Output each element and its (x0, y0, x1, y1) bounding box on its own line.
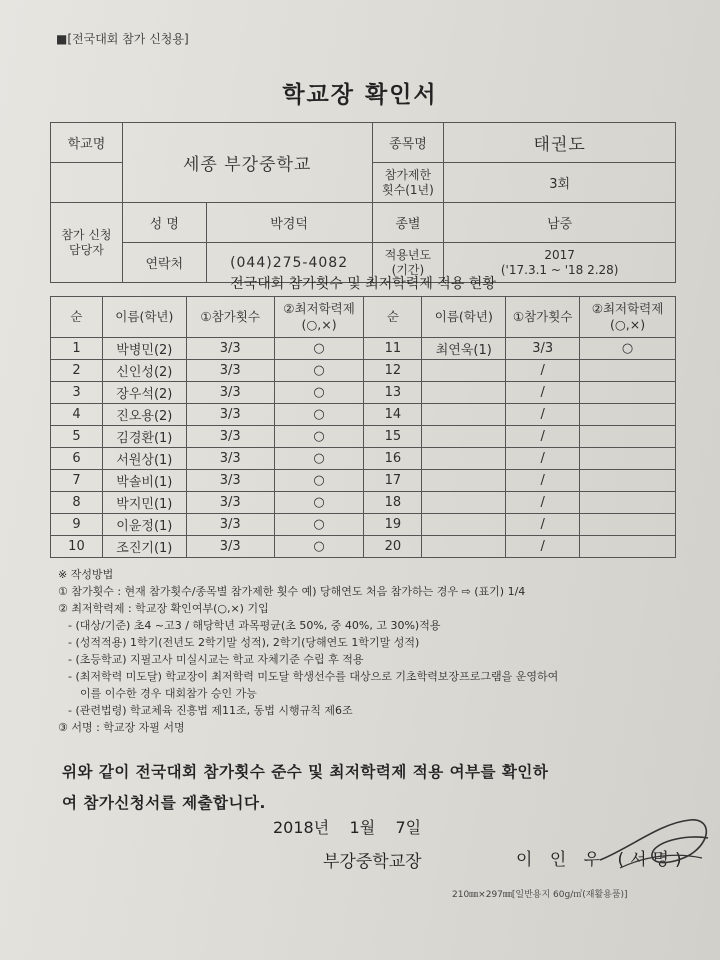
cell-min: ○ (274, 426, 364, 448)
cell-no: 10 (51, 536, 103, 558)
contact-label: 연락처 (122, 243, 206, 283)
table-row (51, 492, 676, 514)
cell-no-2: 12 (364, 360, 422, 382)
cell-no: 5 (51, 426, 103, 448)
note-sub-4: - (최저학력 미도달) 학교장이 최저학력 미도달 학생선수를 대상으로 기초학력보장프로그램을 운영하여 (68, 670, 559, 683)
cell-no-2: 20 (364, 536, 422, 558)
name-value: 박경덕 (206, 203, 372, 243)
cell-no-2: 18 (364, 492, 422, 514)
cell-min-2 (580, 360, 676, 382)
cell-name-2 (422, 536, 506, 558)
table-row (51, 338, 676, 360)
year-label: 적용년도 (기간) (372, 243, 444, 283)
cell-min-2 (580, 514, 676, 536)
cell-count: 3/3 (186, 426, 274, 448)
note-sub-5: - (관련법령) 학교체육 진흥법 제11조, 동법 시행규칙 제6조 (68, 704, 353, 717)
cell-no: 7 (51, 470, 103, 492)
division-label: 종별 (372, 203, 444, 243)
cell-count-2: / (506, 360, 580, 382)
cell-no: 6 (51, 448, 103, 470)
date: 2018년 1월 7일 (273, 818, 422, 837)
cell-no-2: 17 (364, 470, 422, 492)
event-label: 종목명 (372, 123, 444, 163)
cell-count-2: 3/3 (506, 338, 580, 360)
cell-count-2: / (506, 492, 580, 514)
table-row (51, 514, 676, 536)
table-row (51, 536, 676, 558)
cell-name: 조진기(1) (102, 536, 186, 558)
cell-count-2: / (506, 426, 580, 448)
cell-count-2: / (506, 470, 580, 492)
cell-no-2: 16 (364, 448, 422, 470)
cell-count-2: / (506, 536, 580, 558)
cell-no: 2 (51, 360, 103, 382)
table-row (51, 448, 676, 470)
cell-min: ○ (274, 404, 364, 426)
table-row (51, 360, 676, 382)
principal-name: 이 인 우 (서명) (516, 850, 688, 870)
cell-min: ○ (274, 492, 364, 514)
note-sub-2: - (성적적용) 1학기(전년도 2학기말 성적), 2학기(당해연도 1학기말 성적) (68, 636, 420, 649)
cell-count: 3/3 (186, 470, 274, 492)
cell-count: 3/3 (186, 382, 274, 404)
cell-name: 장우석(2) (102, 382, 186, 404)
cell-count: 3/3 (186, 338, 274, 360)
cell-min: ○ (274, 536, 364, 558)
notes (58, 566, 558, 736)
manager-label: 참가 신청 담당자 (51, 203, 123, 283)
cell-count: 3/3 (186, 536, 274, 558)
notes-heading: ※ 작성방법 (58, 568, 114, 581)
header-min-2: ②최저학력제 (○,×) (580, 297, 676, 338)
school-name: 세종 부강중학교 (122, 123, 372, 203)
cell-name-2 (422, 404, 506, 426)
cell-name: 이윤정(1) (102, 514, 186, 536)
cell-min: ○ (274, 382, 364, 404)
cell-count-2: / (506, 404, 580, 426)
cell-min-2 (580, 426, 676, 448)
cell-count-2: / (506, 382, 580, 404)
cell-min: ○ (274, 360, 364, 382)
cell-min-2 (580, 470, 676, 492)
cell-min-2 (580, 492, 676, 514)
school-label-blank (51, 163, 123, 203)
cell-count-2: / (506, 514, 580, 536)
note-sub-4-cont: 이를 이수한 경우 대회참가 승인 가능 (80, 687, 257, 700)
cell-min: ○ (274, 448, 364, 470)
header-no: 순 (51, 297, 103, 338)
confirmation-statement: 위와 같이 전국대회 참가횟수 준수 및 최저학력제 적용 여부를 확인하 여 참가신청서를 제출합니다. (62, 763, 549, 812)
cell-count: 3/3 (186, 492, 274, 514)
cell-min-2: ○ (580, 338, 676, 360)
cell-no: 1 (51, 338, 103, 360)
cell-name: 진오용(2) (102, 404, 186, 426)
cell-name-2 (422, 382, 506, 404)
header-name-2: 이름(학년) (422, 297, 506, 338)
limit-label: 참가제한 횟수(1년) (372, 163, 444, 203)
header-count-2: ①참가횟수 (506, 297, 580, 338)
table-row (51, 426, 676, 448)
principal-title: 부강중학교장 (323, 852, 422, 872)
year-value: 2017 ('17.3.1 ~ '18 2.28) (444, 243, 676, 283)
cell-no-2: 19 (364, 514, 422, 536)
cell-no: 3 (51, 382, 103, 404)
signature-scribble (590, 808, 720, 878)
division-value: 남중 (444, 203, 676, 243)
contact-value: (044)275-4082 (206, 243, 372, 283)
note-item-2: ② 최저학력제 : 학교장 확인여부(○,×) 기입 (58, 602, 269, 615)
limit-value: 3회 (444, 163, 676, 203)
footer-paper-spec: 210㎜×297㎜[일반용지 60g/㎡(재활용품)] (452, 890, 628, 900)
cell-min-2 (580, 448, 676, 470)
table-row (51, 404, 676, 426)
cell-name-2 (422, 470, 506, 492)
table-header-row (51, 297, 676, 338)
cell-count: 3/3 (186, 404, 274, 426)
header-name: 이름(학년) (102, 297, 186, 338)
note-item-1: ① 참가횟수 : 현재 참가횟수/종목별 참가제한 횟수 예) 당해연도 처음 참가하는 경우 ⇨ (표기) 1/4 (58, 585, 526, 598)
cell-name: 김경환(1) (102, 426, 186, 448)
cell-name: 박병민(2) (102, 338, 186, 360)
cell-min: ○ (274, 338, 364, 360)
header-no-2: 순 (364, 297, 422, 338)
header-count: ①참가횟수 (186, 297, 274, 338)
cell-no-2: 14 (364, 404, 422, 426)
cell-name: 박지민(1) (102, 492, 186, 514)
note-sub-1: - (대상/기준) 초4 ~고3 / 해당학년 과목평균(초 50%, 중 40%, 고 30%)적용 (68, 619, 441, 632)
cell-name-2 (422, 360, 506, 382)
cell-min-2 (580, 404, 676, 426)
table-row (51, 470, 676, 492)
cell-name-2 (422, 492, 506, 514)
cell-no-2: 11 (364, 338, 422, 360)
cell-min-2 (580, 382, 676, 404)
form-tag: ■[전국대회 참가 신청용] (56, 32, 189, 46)
cell-name: 박솔비(1) (102, 470, 186, 492)
cell-count-2: / (506, 448, 580, 470)
table-row (51, 382, 676, 404)
status-title: 전국대회 참가횟수 및 최저학력제 적용 현황 (230, 276, 496, 292)
header-min: ②최저학력제 (○,×) (274, 297, 364, 338)
cell-no-2: 15 (364, 426, 422, 448)
cell-name: 서원상(1) (102, 448, 186, 470)
cell-count: 3/3 (186, 514, 274, 536)
cell-no: 9 (51, 514, 103, 536)
cell-min: ○ (274, 470, 364, 492)
event-value: 태권도 (444, 123, 676, 163)
cell-name-2 (422, 448, 506, 470)
cell-no-2: 13 (364, 382, 422, 404)
school-label: 학교명 (51, 123, 123, 163)
cell-count: 3/3 (186, 448, 274, 470)
page-title: 학교장 확인서 (282, 82, 438, 108)
cell-min: ○ (274, 514, 364, 536)
cell-name-2 (422, 426, 506, 448)
cell-min-2 (580, 536, 676, 558)
cell-no: 4 (51, 404, 103, 426)
name-label: 성 명 (122, 203, 206, 243)
note-sub-3: - (초등학교) 지필고사 미실시교는 학교 자체기준 수립 후 적용 (68, 653, 364, 666)
note-item-3: ③ 서명 : 학교장 자필 서명 (58, 721, 185, 734)
cell-name: 신인성(2) (102, 360, 186, 382)
participation-table (50, 296, 676, 558)
info-table (50, 122, 676, 283)
cell-name-2: 최연욱(1) (422, 338, 506, 360)
cell-count: 3/3 (186, 360, 274, 382)
cell-name-2 (422, 514, 506, 536)
cell-no: 8 (51, 492, 103, 514)
